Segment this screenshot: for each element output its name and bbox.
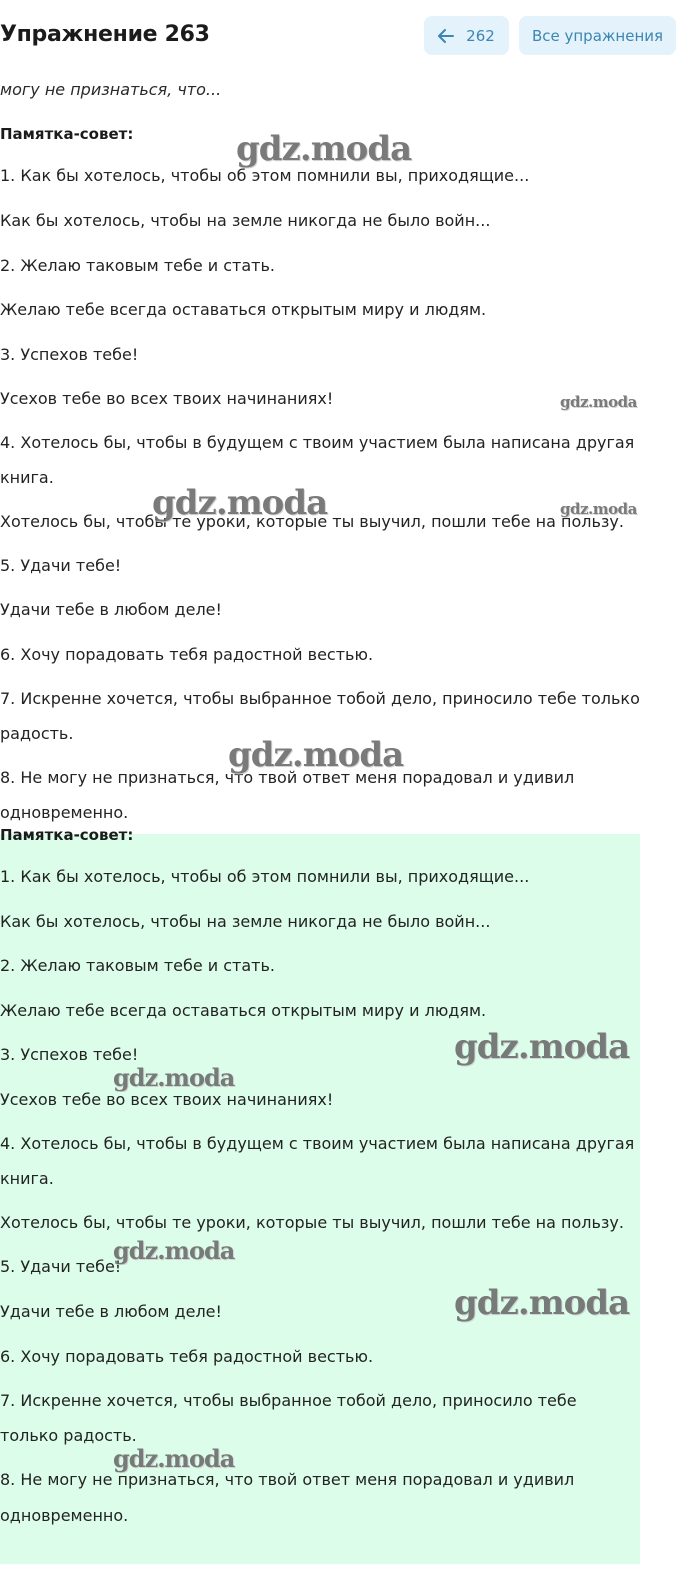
watermark: gdz.moda bbox=[113, 1063, 235, 1092]
memo-line: 7. Искренне хочется, чтобы выбранное тобой дело, приносило тебе только bbox=[0, 689, 640, 708]
watermark: gdz.moda bbox=[152, 483, 328, 523]
memo-line: 6. Хочу порадовать тебя радостной вестью. bbox=[0, 1347, 374, 1366]
memo-line: только радость. bbox=[0, 1426, 137, 1445]
memo-heading: Памятка-совет: bbox=[0, 826, 134, 844]
watermark: gdz.moda bbox=[560, 500, 637, 518]
watermark: gdz.moda bbox=[454, 1027, 630, 1067]
watermark: gdz.moda bbox=[236, 129, 412, 169]
intro-text: могу не признаться, что... bbox=[0, 80, 222, 99]
memo-line: 4. Хотелось бы, чтобы в будущем с твоим участием была написана другая bbox=[0, 1134, 635, 1153]
memo-line: книга. bbox=[0, 1169, 54, 1188]
arrow-left-icon bbox=[438, 29, 454, 43]
watermark: gdz.moda bbox=[113, 1444, 235, 1473]
memo-line: 8. Не могу не признаться, что твой ответ меня порадовал и удивил bbox=[0, 768, 575, 787]
memo-line: Усехов тебе во всех твоих начинаниях! bbox=[0, 389, 334, 408]
memo-line: одновременно. bbox=[0, 1506, 129, 1525]
memo-line: Удачи тебе в любом деле! bbox=[0, 600, 222, 619]
memo-line: Как бы хотелось, чтобы на земле никогда не было войн... bbox=[0, 912, 491, 931]
memo-line: 7. Искренне хочется, чтобы выбранное тобой дело, приносило тебе bbox=[0, 1391, 577, 1410]
memo-line: 1. Как бы хотелось, чтобы об этом помнили вы, приходящие... bbox=[0, 867, 530, 886]
memo-line: 3. Успехов тебе! bbox=[0, 1045, 139, 1064]
previous-exercise-button[interactable] bbox=[424, 16, 509, 55]
page-header bbox=[0, 0, 680, 80]
memo-line: Хотелось бы, чтобы те уроки, которые ты выучил, пошли тебе на пользу. bbox=[0, 1213, 624, 1232]
memo-line: Удачи тебе в любом деле! bbox=[0, 1302, 222, 1321]
memo-line: книга. bbox=[0, 468, 54, 487]
memo-highlighted-section bbox=[0, 826, 640, 1564]
memo-line: 2. Желаю таковым тебе и стать. bbox=[0, 956, 276, 975]
memo-line: Желаю тебе всегда оставаться открытым миру и людям. bbox=[0, 1001, 487, 1020]
memo-line: 8. Не могу не признаться, что твой ответ меня порадовал и удивил bbox=[0, 1470, 575, 1489]
memo-line: радость. bbox=[0, 724, 74, 743]
memo-line: 1. Как бы хотелось, чтобы об этом помнили вы, приходящие... bbox=[0, 166, 530, 185]
memo-line: Усехов тебе во всех твоих начинаниях! bbox=[0, 1090, 334, 1109]
memo-line: 5. Удачи тебе! bbox=[0, 1257, 122, 1276]
watermark: gdz.moda bbox=[454, 1283, 630, 1323]
all-exercises-button[interactable]: Все упражнения bbox=[519, 16, 676, 55]
memo-line: Как бы хотелось, чтобы на земле никогда не было войн... bbox=[0, 211, 491, 230]
memo-line: 4. Хотелось бы, чтобы в будущем с твоим участием была написана другая bbox=[0, 433, 635, 452]
memo-line: одновременно. bbox=[0, 803, 129, 822]
memo-line: 2. Желаю таковым тебе и стать. bbox=[0, 256, 276, 275]
previous-exercise-label: 262 bbox=[466, 26, 495, 45]
memo-line: 6. Хочу порадовать тебя радостной вестью. bbox=[0, 645, 374, 664]
memo-line: Хотелось бы, чтобы те уроки, которые ты выучил, пошли тебе на пользу. bbox=[0, 512, 624, 531]
watermark: gdz.moda bbox=[560, 393, 637, 411]
watermark: gdz.moda bbox=[228, 735, 404, 775]
page-title: Упражнение 263 bbox=[0, 22, 210, 47]
memo-section bbox=[0, 124, 640, 834]
memo-line: Желаю тебе всегда оставаться открытым миру и людям. bbox=[0, 300, 487, 319]
watermark: gdz.moda bbox=[113, 1236, 235, 1265]
memo-line: 5. Удачи тебе! bbox=[0, 556, 122, 575]
memo-line: 3. Успехов тебе! bbox=[0, 345, 139, 364]
memo-heading: Памятка-совет: bbox=[0, 125, 134, 143]
